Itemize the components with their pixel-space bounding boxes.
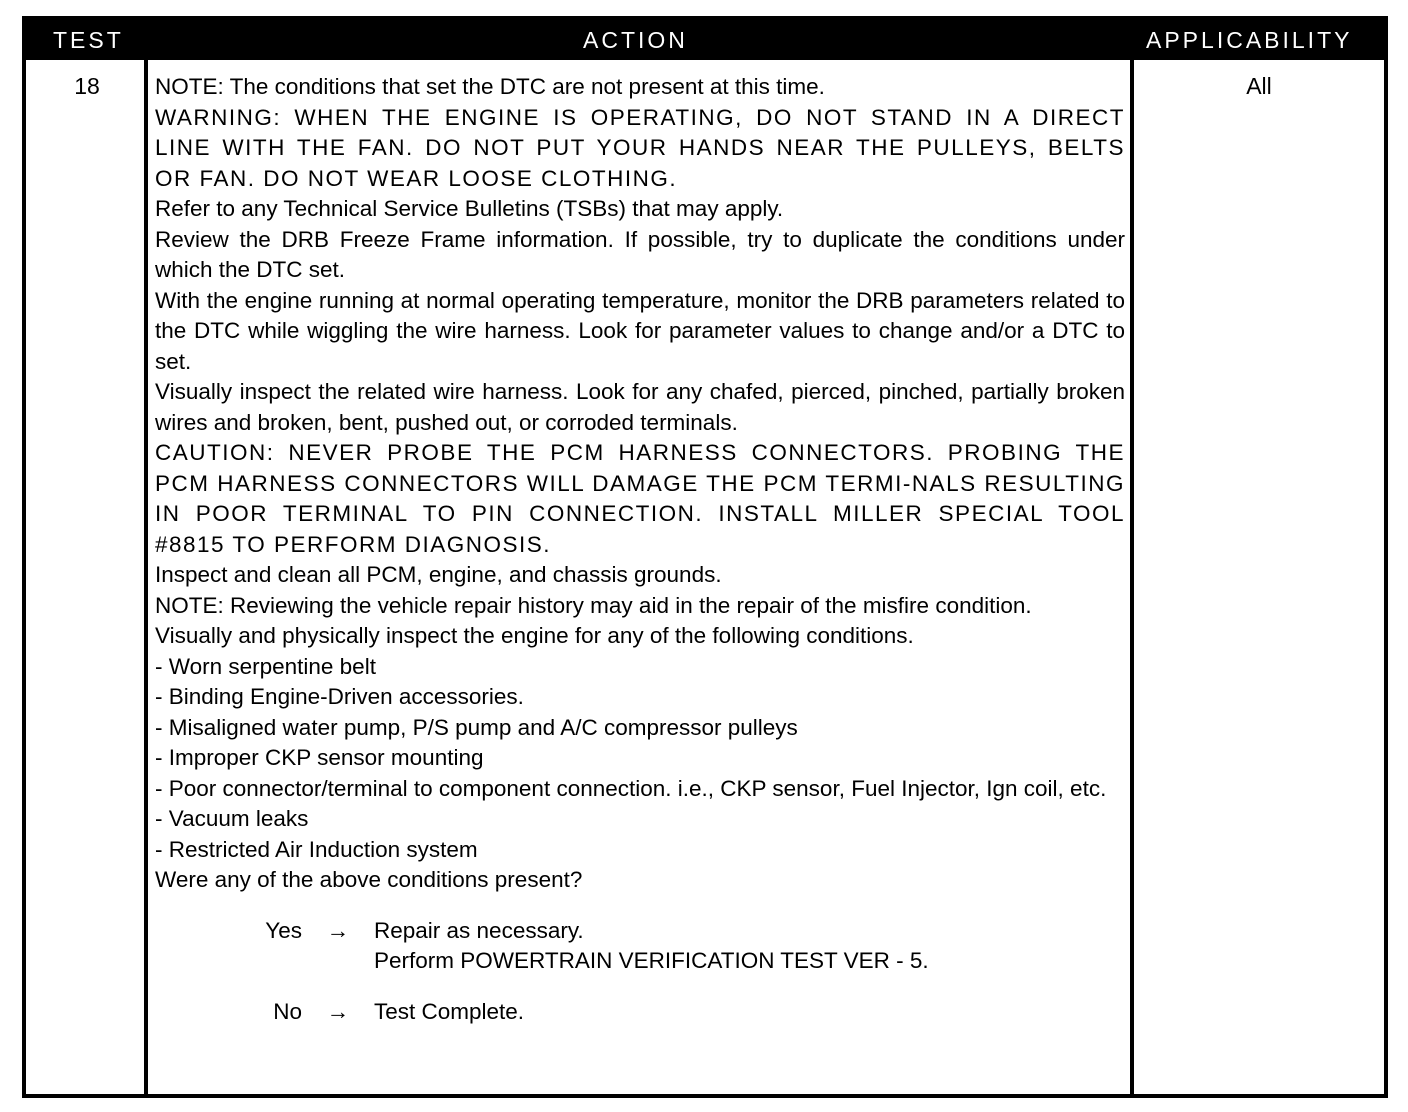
diagnostic-test-table — [22, 16, 1388, 1098]
condition-item: - Improper CKP sensor mounting — [155, 745, 484, 770]
table-header — [26, 20, 1384, 60]
caution-pcm-connectors: CAUTION: NEVER PROBE THE PCM HARNESS CONNECTORS. PROBING THE PCM HARNESS CONNECTORS WILL DAMAGE THE PCM TERMI-NALS RESULTING IN POOR TERMINAL TO PIN CONNECTION. INSTALL MILLER SPECIAL TOOL #8815 TO PERFORM DIAGNOSIS. — [155, 440, 1125, 557]
condition-item: - Poor connector/terminal to component connection. i.e., CKP sensor, Fuel Injector, Ign coil, etc. — [155, 775, 1107, 801]
answer-no — [155, 997, 1125, 1028]
test-number: 18 — [74, 73, 100, 99]
warning-engine-fan: WARNING: WHEN THE ENGINE IS OPERATING, DO NOT STAND IN A DIRECT LINE WITH THE FAN. DO NOT PUT YOUR HANDS NEAR THE PULLEYS, BELTS OR FAN. DO NOT WEAR LOOSE CLOTHING. — [155, 104, 1125, 191]
answer-no-body — [374, 997, 524, 1028]
answer-yes-key: Yes — [265, 917, 302, 943]
answer-no-line1: Test Complete. — [374, 998, 525, 1024]
answer-yes-line2: Perform POWERTRAIN VERIFICATION TEST VER - 5. — [374, 948, 929, 973]
answer-yes-body — [374, 916, 929, 977]
condition-item: - Restricted Air Induction system — [155, 836, 478, 862]
header-action: ACTION — [583, 27, 688, 53]
right-arrow-icon: → — [326, 998, 350, 1024]
header-test: TEST — [53, 27, 124, 53]
answer-no-key: No — [273, 998, 302, 1024]
tsb-reference: Refer to any Technical Service Bulletins (TSBs) that may apply. — [155, 196, 784, 221]
column-divider-test — [144, 60, 148, 1094]
condition-item: - Vacuum leaks — [155, 806, 309, 831]
action-cell — [155, 72, 1125, 1027]
condition-item: - Misaligned water pump, P/S pump and A/C compressor pulleys — [155, 714, 798, 740]
question: Were any of the above conditions present? — [155, 867, 583, 892]
inspect-wire-harness: Visually inspect the related wire harness. Look for any chafed, pierced, pinched, partially broken wires and broken, bent, pushed out, or corroded terminals. — [155, 379, 1125, 435]
applicability-value: All — [1246, 73, 1272, 99]
condition-item: - Worn serpentine belt — [155, 653, 376, 679]
answer-yes — [155, 916, 1125, 977]
note-dtc-not-present: NOTE: The conditions that set the DTC are not present at this time. — [155, 74, 825, 99]
condition-item: - Binding Engine-Driven accessories. — [155, 684, 524, 709]
monitor-drb-parameters: With the engine running at normal operating temperature, monitor the DRB parameters related to the DTC while wiggling the wire harness. Look for parameter values to change and/or a DTC to set. — [155, 287, 1125, 374]
answer-block — [155, 916, 1125, 1028]
note-repair-history: NOTE: Reviewing the vehicle repair history may aid in the repair of the misfire condition. — [155, 592, 1032, 618]
freeze-frame-review: Review the DRB Freeze Frame information. If possible, try to duplicate the conditions under which the DTC set. — [155, 226, 1125, 282]
right-arrow-icon: → — [326, 917, 350, 943]
header-applicability: APPLICABILITY — [1146, 27, 1353, 53]
inspect-grounds: Inspect and clean all PCM, engine, and chassis grounds. — [155, 562, 722, 587]
answer-yes-line1: Repair as necessary. — [374, 917, 584, 943]
column-divider-applicability — [1130, 60, 1134, 1094]
inspect-engine-conditions: Visually and physically inspect the engine for any of the following conditions. — [155, 623, 914, 648]
